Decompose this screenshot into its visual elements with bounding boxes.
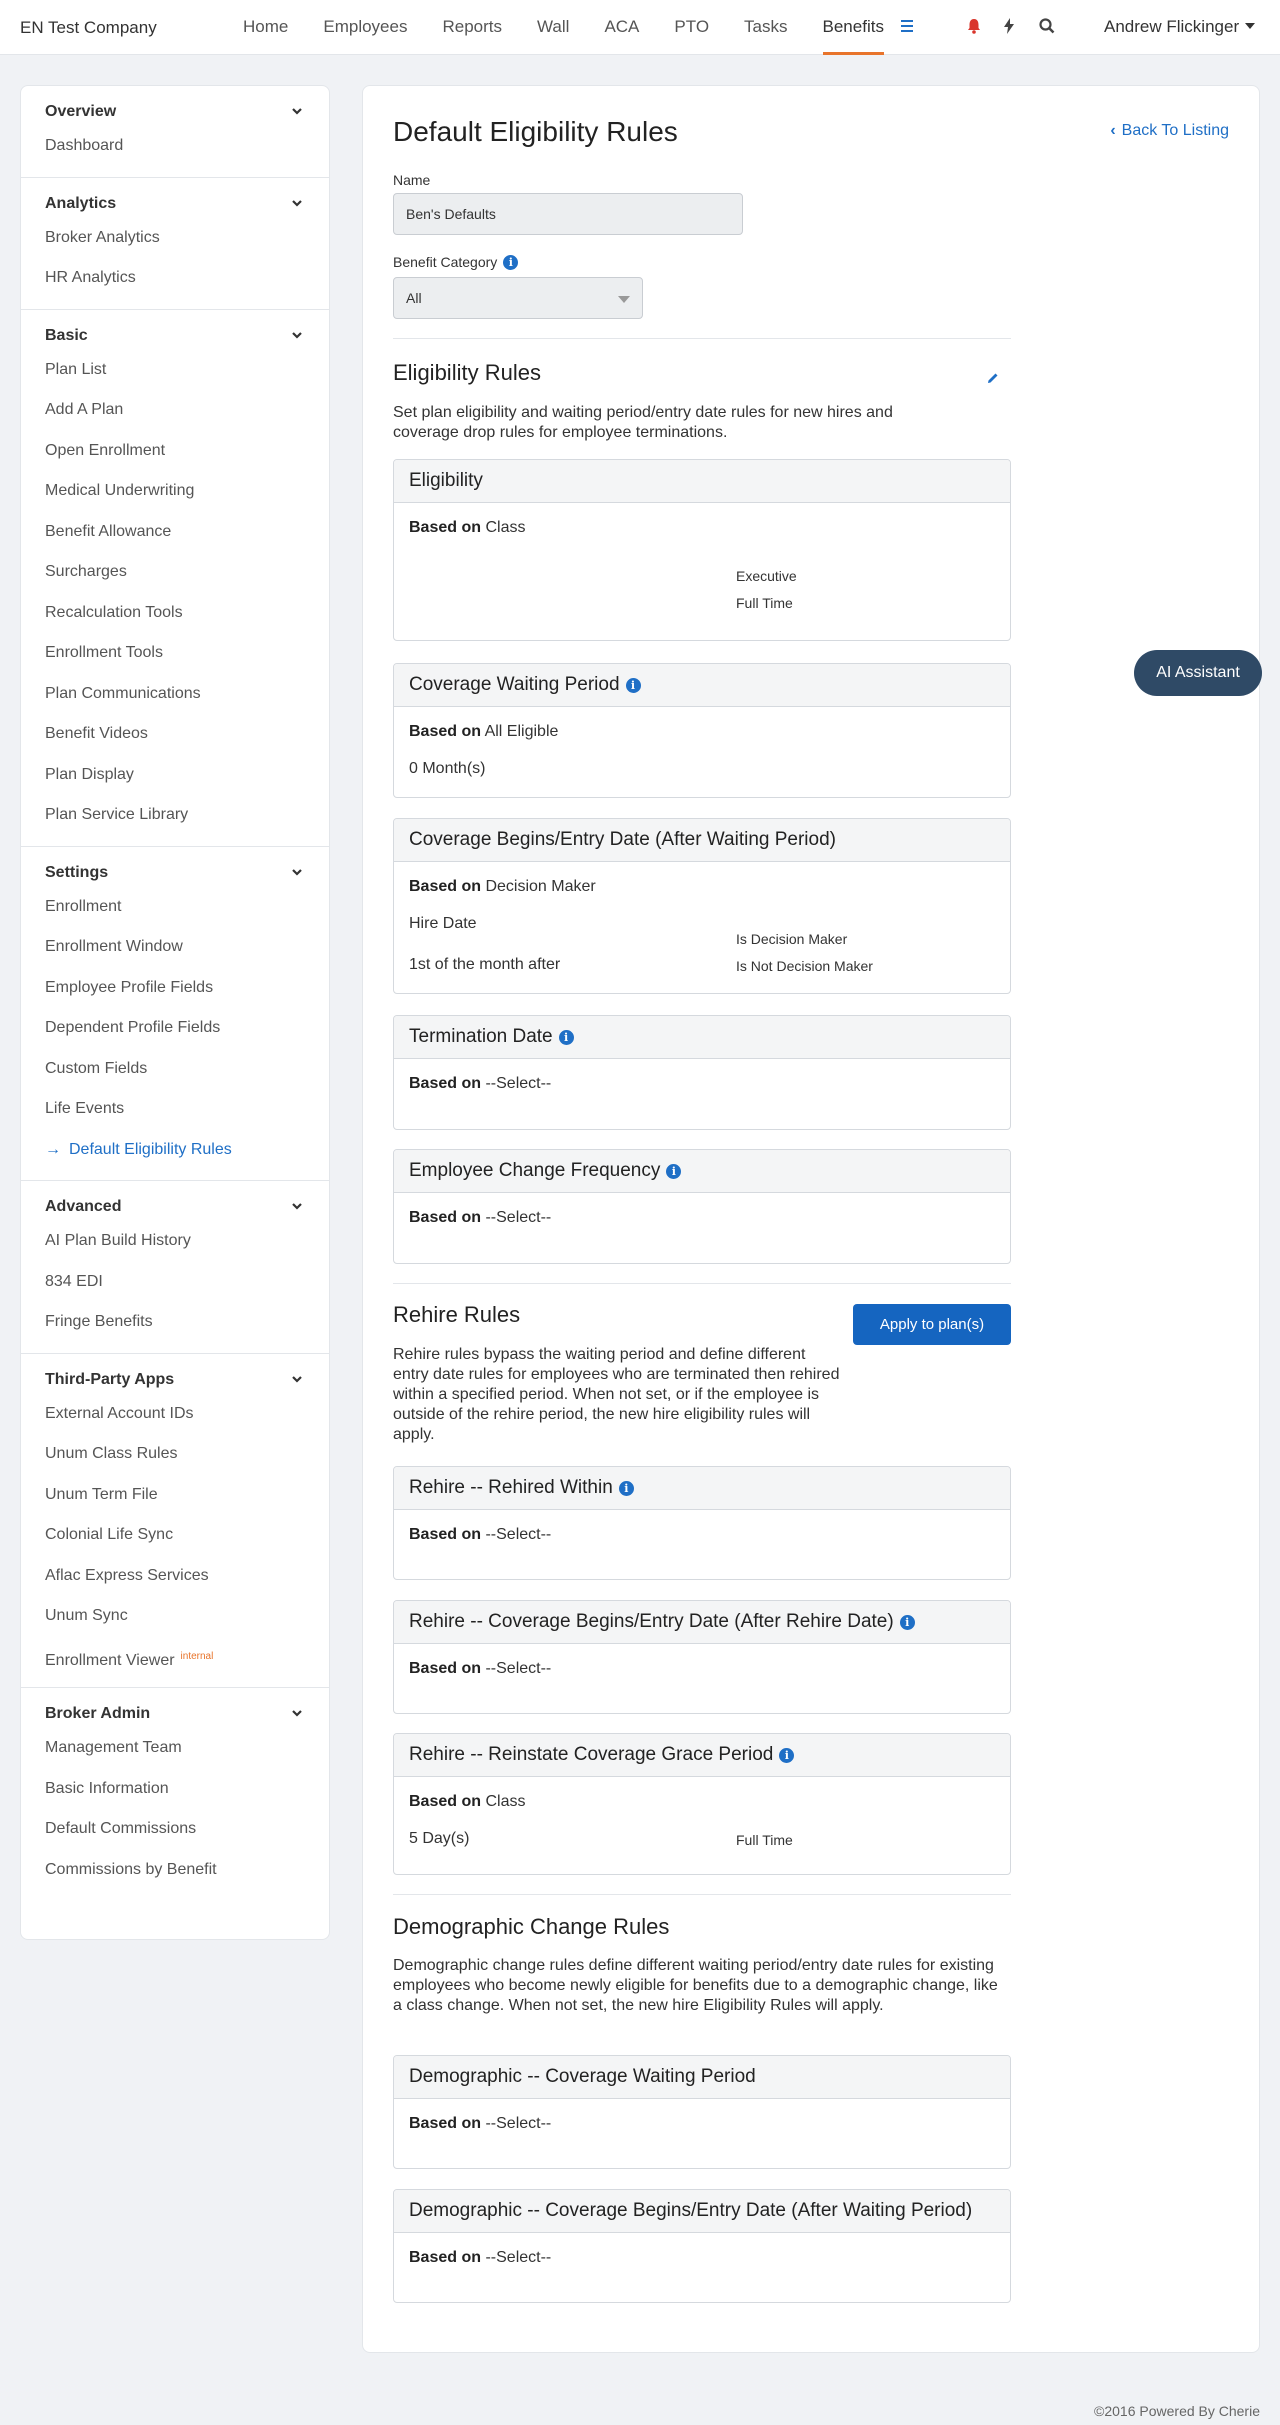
footer-text: ©2016 Powered By Cherie	[1094, 2403, 1260, 2419]
section-title: Overview	[45, 103, 117, 120]
based-on-row	[409, 723, 558, 741]
based-on-value: Decision Maker	[485, 878, 596, 895]
sidebar-item-plan-communications[interactable]: Plan Communications	[45, 684, 201, 702]
bell-icon[interactable]	[963, 15, 985, 37]
section-title: Third-Party Apps	[45, 1370, 175, 1388]
rehire-rules-description: Rehire rules bypass the waiting period and define different entry date rules for employees who are terminated then rehired within a specified period. When not set, or if the employee is outside of the rehire period, the new hire eligibility rules will apply.	[393, 1346, 840, 1443]
divider	[393, 1283, 1011, 1284]
ai-assistant-button[interactable]: AI Assistant	[1134, 650, 1262, 696]
benefit-category-select[interactable]	[393, 277, 643, 319]
card-title-text: Rehire -- Reinstate Coverage Grace Period	[409, 1744, 774, 1765]
entry-date-value: Hire Date	[409, 915, 477, 932]
decision-maker-value: Is Decision Maker	[736, 931, 848, 947]
info-icon[interactable]: i	[503, 255, 518, 270]
section-title: Settings	[45, 863, 109, 881]
waiting-period-value: 0 Month(s)	[409, 760, 486, 777]
sidebar-section-header[interactable]	[21, 190, 329, 218]
based-on-label: Based on	[409, 878, 482, 895]
card-title: Demographic -- Coverage Waiting Period	[394, 2056, 1010, 2099]
sidebar-section-basic	[21, 310, 329, 847]
main-panel	[362, 85, 1260, 2353]
info-icon[interactable]: i	[900, 1615, 915, 1630]
info-icon[interactable]: i	[619, 1481, 634, 1496]
sidebar-item-label: Enrollment Viewer	[45, 1651, 175, 1669]
sidebar-item-recalculation-tools[interactable]: Recalculation Tools	[45, 603, 183, 621]
sidebar-item-add-plan[interactable]: Add A Plan	[45, 401, 124, 418]
eligibility-card	[393, 459, 1011, 641]
nav-links	[243, 0, 919, 55]
eligibility-rules-description: Set plan eligibility and waiting period/entry date rules for new hires and coverage drop rules for employee terminations.	[393, 404, 893, 441]
based-on-label: Based on	[409, 2115, 482, 2132]
sidebar-section-header[interactable]	[21, 322, 329, 350]
card-title: Demographic -- Coverage Begins/Entry Date (After Waiting Period)	[394, 2190, 1010, 2233]
termination-date-card	[393, 1015, 1011, 1130]
based-on-value: --Select--	[485, 1075, 552, 1092]
chevron-down-icon	[291, 1373, 303, 1385]
sidebar-item-ai-plan-build-history[interactable]: AI Plan Build History	[45, 1232, 191, 1249]
sidebar-section-third-party-apps	[21, 1354, 329, 1689]
nav-home[interactable]: Home	[243, 17, 289, 36]
based-on-label: Based on	[409, 1793, 482, 1810]
section-title: Basic	[45, 326, 88, 344]
card-title: Eligibility	[394, 460, 1010, 503]
benefit-category-label	[393, 254, 518, 270]
lightning-icon[interactable]	[998, 15, 1020, 37]
section-title: Broker Admin	[45, 1705, 151, 1722]
rehire-rehired-within-card	[393, 1466, 1011, 1580]
sidebar-item-plan-service-library[interactable]: Plan Service Library	[45, 806, 189, 823]
dropdown-arrow-icon	[618, 296, 630, 303]
user-name: Andrew Flickinger	[1104, 17, 1240, 36]
sidebar-item-surcharges[interactable]: Surcharges	[45, 563, 127, 580]
nav-pto[interactable]: PTO	[674, 17, 710, 36]
based-on-row	[409, 2115, 551, 2133]
sidebar-item-open-enrollment[interactable]: Open Enrollment	[45, 441, 166, 459]
based-on-value: Class	[485, 1793, 526, 1810]
internal-badge: internal	[180, 1650, 214, 1662]
sidebar-item-broker-analytics[interactable]: Broker Analytics	[45, 228, 160, 246]
sidebar	[20, 85, 330, 1940]
card-title-text: Employee Change Frequency	[409, 1160, 661, 1181]
sidebar-item-basic-information[interactable]: Basic Information	[45, 1779, 169, 1797]
section-title: Advanced	[45, 1198, 122, 1215]
rehire-coverage-begins-card	[393, 1600, 1011, 1714]
chevron-down-icon	[291, 1707, 303, 1719]
chevron-down-icon	[291, 1200, 303, 1212]
based-on-value: --Select--	[485, 1660, 552, 1677]
based-on-row	[409, 2249, 551, 2267]
sidebar-item-benefit-allowance[interactable]: Benefit Allowance	[45, 522, 172, 540]
grace-period-value: 5 Day(s)	[409, 1830, 470, 1847]
company-name[interactable]: EN Test Company	[20, 18, 157, 37]
name-field[interactable]: Ben's Defaults	[393, 193, 743, 235]
chevron-left-icon: ‹	[1110, 122, 1116, 139]
apply-to-plans-button[interactable]: Apply to plan(s)	[853, 1304, 1011, 1345]
chevron-down-icon	[291, 329, 303, 341]
divider	[393, 338, 1011, 339]
card-title-text: Termination Date	[409, 1026, 553, 1047]
sidebar-item-commissions-by-benefit[interactable]: Commissions by Benefit	[45, 1860, 217, 1878]
class-value: Executive	[736, 568, 797, 584]
sidebar-section-settings	[21, 847, 329, 1182]
based-on-label: Based on	[409, 519, 482, 536]
sidebar-section-broker-admin	[21, 1688, 329, 1900]
rehire-grace-period-card	[393, 1733, 1011, 1875]
sidebar-section-advanced	[21, 1181, 329, 1354]
chevron-down-icon	[291, 197, 303, 209]
card-title	[394, 1016, 1010, 1059]
based-on-label: Based on	[409, 2249, 482, 2266]
sidebar-item-life-events[interactable]: Life Events	[45, 1100, 125, 1117]
sidebar-item-unum-sync[interactable]: Unum Sync	[45, 1607, 128, 1624]
selected-value: All	[406, 290, 422, 306]
sidebar-item-unum-term-file[interactable]: Unum Term File	[45, 1485, 158, 1503]
label-text: Benefit Category	[393, 254, 498, 270]
sidebar-item-834-edi[interactable]: 834 EDI	[45, 1272, 103, 1290]
name-label: Name	[393, 172, 431, 188]
sidebar-item-enrollment[interactable]: Enrollment	[45, 897, 122, 915]
decision-maker-value: Is Not Decision Maker	[736, 958, 873, 974]
sidebar-item-employee-profile-fields[interactable]: Employee Profile Fields	[45, 978, 214, 996]
demographic-waiting-period-card	[393, 2055, 1011, 2169]
based-on-label: Based on	[409, 723, 482, 740]
sidebar-item-medical-underwriting[interactable]: Medical Underwriting	[45, 482, 195, 499]
card-title	[394, 1601, 1010, 1644]
nav-benefits[interactable]: Benefits	[823, 0, 884, 55]
demographic-rules-description: Demographic change rules define different waiting period/entry date rules for existing employees who become newly eligible for benefits due to a demographic change, like a class change. When not set, the new hire Eligibility Rules will apply.	[393, 1957, 998, 2014]
sidebar-item-dependent-profile-fields[interactable]: Dependent Profile Fields	[45, 1019, 221, 1036]
back-link-label: Back To Listing	[1121, 122, 1229, 139]
card-title	[394, 664, 1010, 707]
sidebar-item-plan-list[interactable]: Plan List	[45, 360, 107, 378]
sidebar-item-dashboard[interactable]: Dashboard	[45, 137, 124, 154]
nav-tasks[interactable]: Tasks	[744, 17, 788, 36]
sidebar-section-header[interactable]	[21, 1366, 329, 1394]
based-on-label: Based on	[409, 1526, 482, 1543]
divider	[393, 1894, 1011, 1895]
top-nav	[0, 0, 1280, 55]
based-on-value: --Select--	[485, 2249, 552, 2266]
demographic-rules-heading: Demographic Change Rules	[393, 1914, 670, 1939]
sidebar-item-fringe-benefits[interactable]: Fringe Benefits	[45, 1313, 153, 1330]
sidebar-item-default-eligibility-rules[interactable]	[21, 1130, 329, 1171]
pencil-icon[interactable]	[985, 370, 1001, 386]
sidebar-section-header[interactable]	[21, 1700, 329, 1728]
sidebar-item-hr-analytics[interactable]: HR Analytics	[45, 269, 136, 286]
demographic-coverage-begins-card	[393, 2189, 1011, 2303]
class-value: Full Time	[736, 1832, 793, 1848]
coverage-begins-card	[393, 818, 1011, 994]
sidebar-section-header[interactable]	[21, 859, 329, 887]
info-icon[interactable]: i	[666, 1164, 681, 1179]
employee-change-frequency-card	[393, 1149, 1011, 1264]
based-on-label: Based on	[409, 1660, 482, 1677]
based-on-row	[409, 1660, 551, 1678]
card-title: Coverage Begins/Entry Date (After Waiting Period)	[394, 819, 1010, 862]
sidebar-section-header[interactable]	[21, 98, 329, 126]
sidebar-item-colonial-life-sync[interactable]: Colonial Life Sync	[45, 1526, 174, 1543]
based-on-value: --Select--	[485, 1209, 552, 1226]
sidebar-item-enrollment-tools[interactable]: Enrollment Tools	[45, 644, 163, 661]
based-on-row	[409, 878, 596, 896]
sidebar-section-header[interactable]	[21, 1193, 329, 1221]
based-on-label: Based on	[409, 1075, 482, 1092]
sidebar-item-label: Default Eligibility Rules	[69, 1140, 232, 1158]
search-icon[interactable]	[1036, 15, 1058, 37]
info-icon[interactable]: i	[559, 1030, 574, 1045]
based-on-row	[409, 519, 525, 537]
based-on-label: Based on	[409, 1209, 482, 1226]
card-title-text: Rehire -- Coverage Begins/Entry Date (After Rehire Date)	[409, 1611, 894, 1632]
based-on-value: --Select--	[485, 2115, 552, 2132]
based-on-row	[409, 1075, 551, 1093]
section-title: Analytics	[45, 194, 117, 212]
based-on-value: --Select--	[485, 1526, 552, 1543]
based-on-value: Class	[485, 519, 526, 536]
entry-date-value: 1st of the month after	[409, 956, 561, 973]
card-title-text: Rehire -- Rehired Within	[409, 1477, 613, 1498]
chevron-down-icon	[291, 866, 303, 878]
card-title-text: Coverage Waiting Period	[409, 674, 620, 695]
chevron-down-icon	[1245, 23, 1255, 29]
sidebar-item-enrollment-viewer[interactable]	[21, 1637, 329, 1678]
info-icon[interactable]: i	[779, 1748, 794, 1763]
user-menu[interactable]	[1104, 17, 1255, 37]
sidebar-item-management-team[interactable]: Management Team	[45, 1739, 182, 1756]
nav-aca[interactable]: ACA	[604, 17, 640, 36]
sidebar-item-plan-display[interactable]: Plan Display	[45, 765, 134, 783]
card-title	[394, 1734, 1010, 1777]
sidebar-section-analytics	[21, 178, 329, 310]
based-on-value: All Eligible	[484, 723, 559, 740]
arrow-right-icon: →	[45, 1140, 61, 1158]
coverage-waiting-period-card	[393, 663, 1011, 798]
sidebar-item-enrollment-window[interactable]: Enrollment Window	[45, 938, 183, 955]
based-on-row	[409, 1209, 551, 1227]
nav-wall[interactable]: Wall	[537, 17, 570, 36]
eligibility-rules-heading: Eligibility Rules	[393, 360, 541, 385]
nav-reports[interactable]: Reports	[442, 17, 502, 36]
rehire-rules-heading: Rehire Rules	[393, 1302, 521, 1327]
nav-employees[interactable]: Employees	[323, 17, 408, 36]
class-value: Full Time	[736, 595, 793, 611]
based-on-row	[409, 1793, 525, 1811]
card-title	[394, 1467, 1010, 1510]
back-to-listing-link[interactable]	[1110, 122, 1229, 140]
chevron-down-icon	[291, 105, 303, 117]
based-on-row	[409, 1526, 551, 1544]
page-title: Default Eligibility Rules	[393, 116, 678, 147]
menu-icon[interactable]	[896, 15, 918, 37]
info-icon[interactable]: i	[626, 678, 641, 693]
sidebar-item-custom-fields[interactable]: Custom Fields	[45, 1059, 148, 1077]
sidebar-item-benefit-videos[interactable]: Benefit Videos	[45, 725, 148, 742]
sidebar-item-unum-class-rules[interactable]: Unum Class Rules	[45, 1445, 178, 1462]
sidebar-item-aflac-express-services[interactable]: Aflac Express Services	[45, 1566, 209, 1584]
card-title	[394, 1150, 1010, 1193]
sidebar-item-default-commissions[interactable]: Default Commissions	[45, 1820, 197, 1837]
sidebar-item-external-account-ids[interactable]: External Account IDs	[45, 1404, 194, 1422]
sidebar-section-overview	[21, 86, 329, 178]
